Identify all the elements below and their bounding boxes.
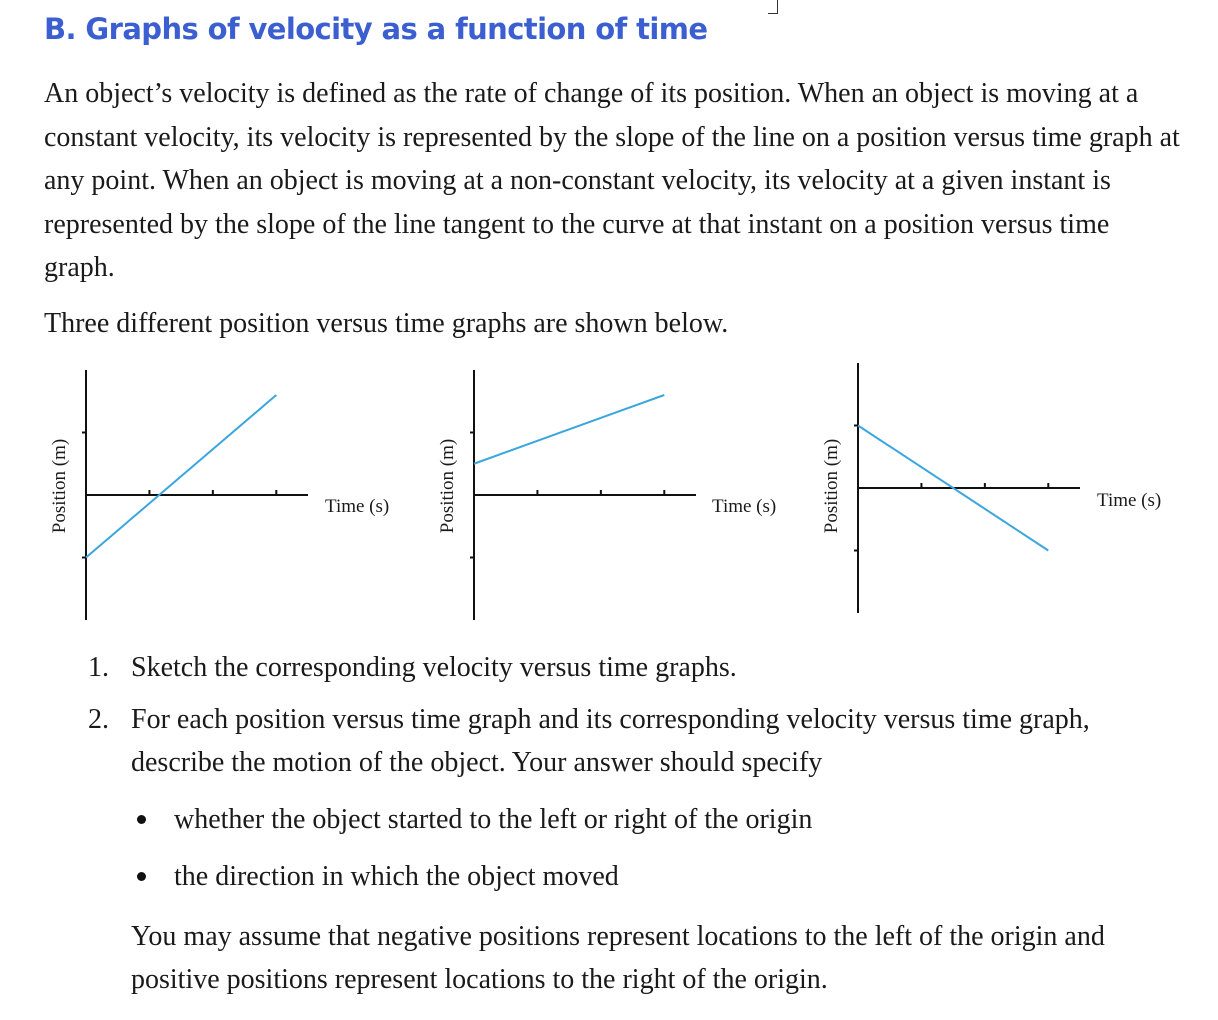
graph-2-plot <box>428 355 818 625</box>
question-2-bullets <box>131 798 1188 898</box>
intro-paragraph: An object’s velocity is defined as the rate of change of its position. When an object is moving at a constant velocity, its velocity is represented by the slope of the line on a position versus time graph at any point. When an object is moving at a non-constant velocity, its velocity at a given instant is represented by the slope of the line tangent to the curve at that instant on a position versus time graph. <box>44 78 1180 284</box>
position-time-graph-1 <box>40 355 430 625</box>
question-2-note: You may assume that negative positions represent locations to the left of the origin and positive positions represent locations to the right of the origin. <box>131 921 1105 995</box>
question-1 <box>88 646 1188 689</box>
graph-1-xlabel: Time (s) <box>325 496 390 517</box>
bullet-text: the direction in which the object moved <box>174 861 619 892</box>
bullet-item <box>131 855 1188 898</box>
question-2 <box>88 698 1188 1001</box>
question-list <box>88 646 1188 1001</box>
question-2-text: For each position versus time graph and its corresponding velocity versus time graph, describe the motion of the object. Your answer should specify <box>131 704 1090 778</box>
question-1-number: 1. <box>88 652 109 683</box>
series-line <box>86 395 276 558</box>
bullet-dot-icon <box>137 815 146 824</box>
section-heading: B. Graphs of velocity as a function of time <box>44 12 708 46</box>
graph-3-ylabel: Position (m) <box>821 438 842 534</box>
bullet-text: whether the object started to the left or right of the origin <box>174 804 813 835</box>
position-time-graph-2 <box>428 355 818 625</box>
graph-1-ylabel: Position (m) <box>49 438 70 534</box>
bullet-item <box>131 798 1188 841</box>
series-line <box>474 395 664 464</box>
graph-1-plot <box>40 355 430 625</box>
graph-2-xlabel: Time (s) <box>712 496 777 517</box>
graph-2-ylabel: Position (m) <box>437 438 458 534</box>
graphs-intro: Three different position versus time graphs are shown below. <box>44 308 729 339</box>
position-time-graph-3 <box>812 355 1202 625</box>
question-1-text: Sketch the corresponding velocity versus time graphs. <box>131 652 737 683</box>
corner-mark <box>768 0 778 14</box>
question-2-number: 2. <box>88 704 109 735</box>
graph-3-xlabel: Time (s) <box>1097 490 1162 511</box>
bullet-dot-icon <box>137 872 146 881</box>
